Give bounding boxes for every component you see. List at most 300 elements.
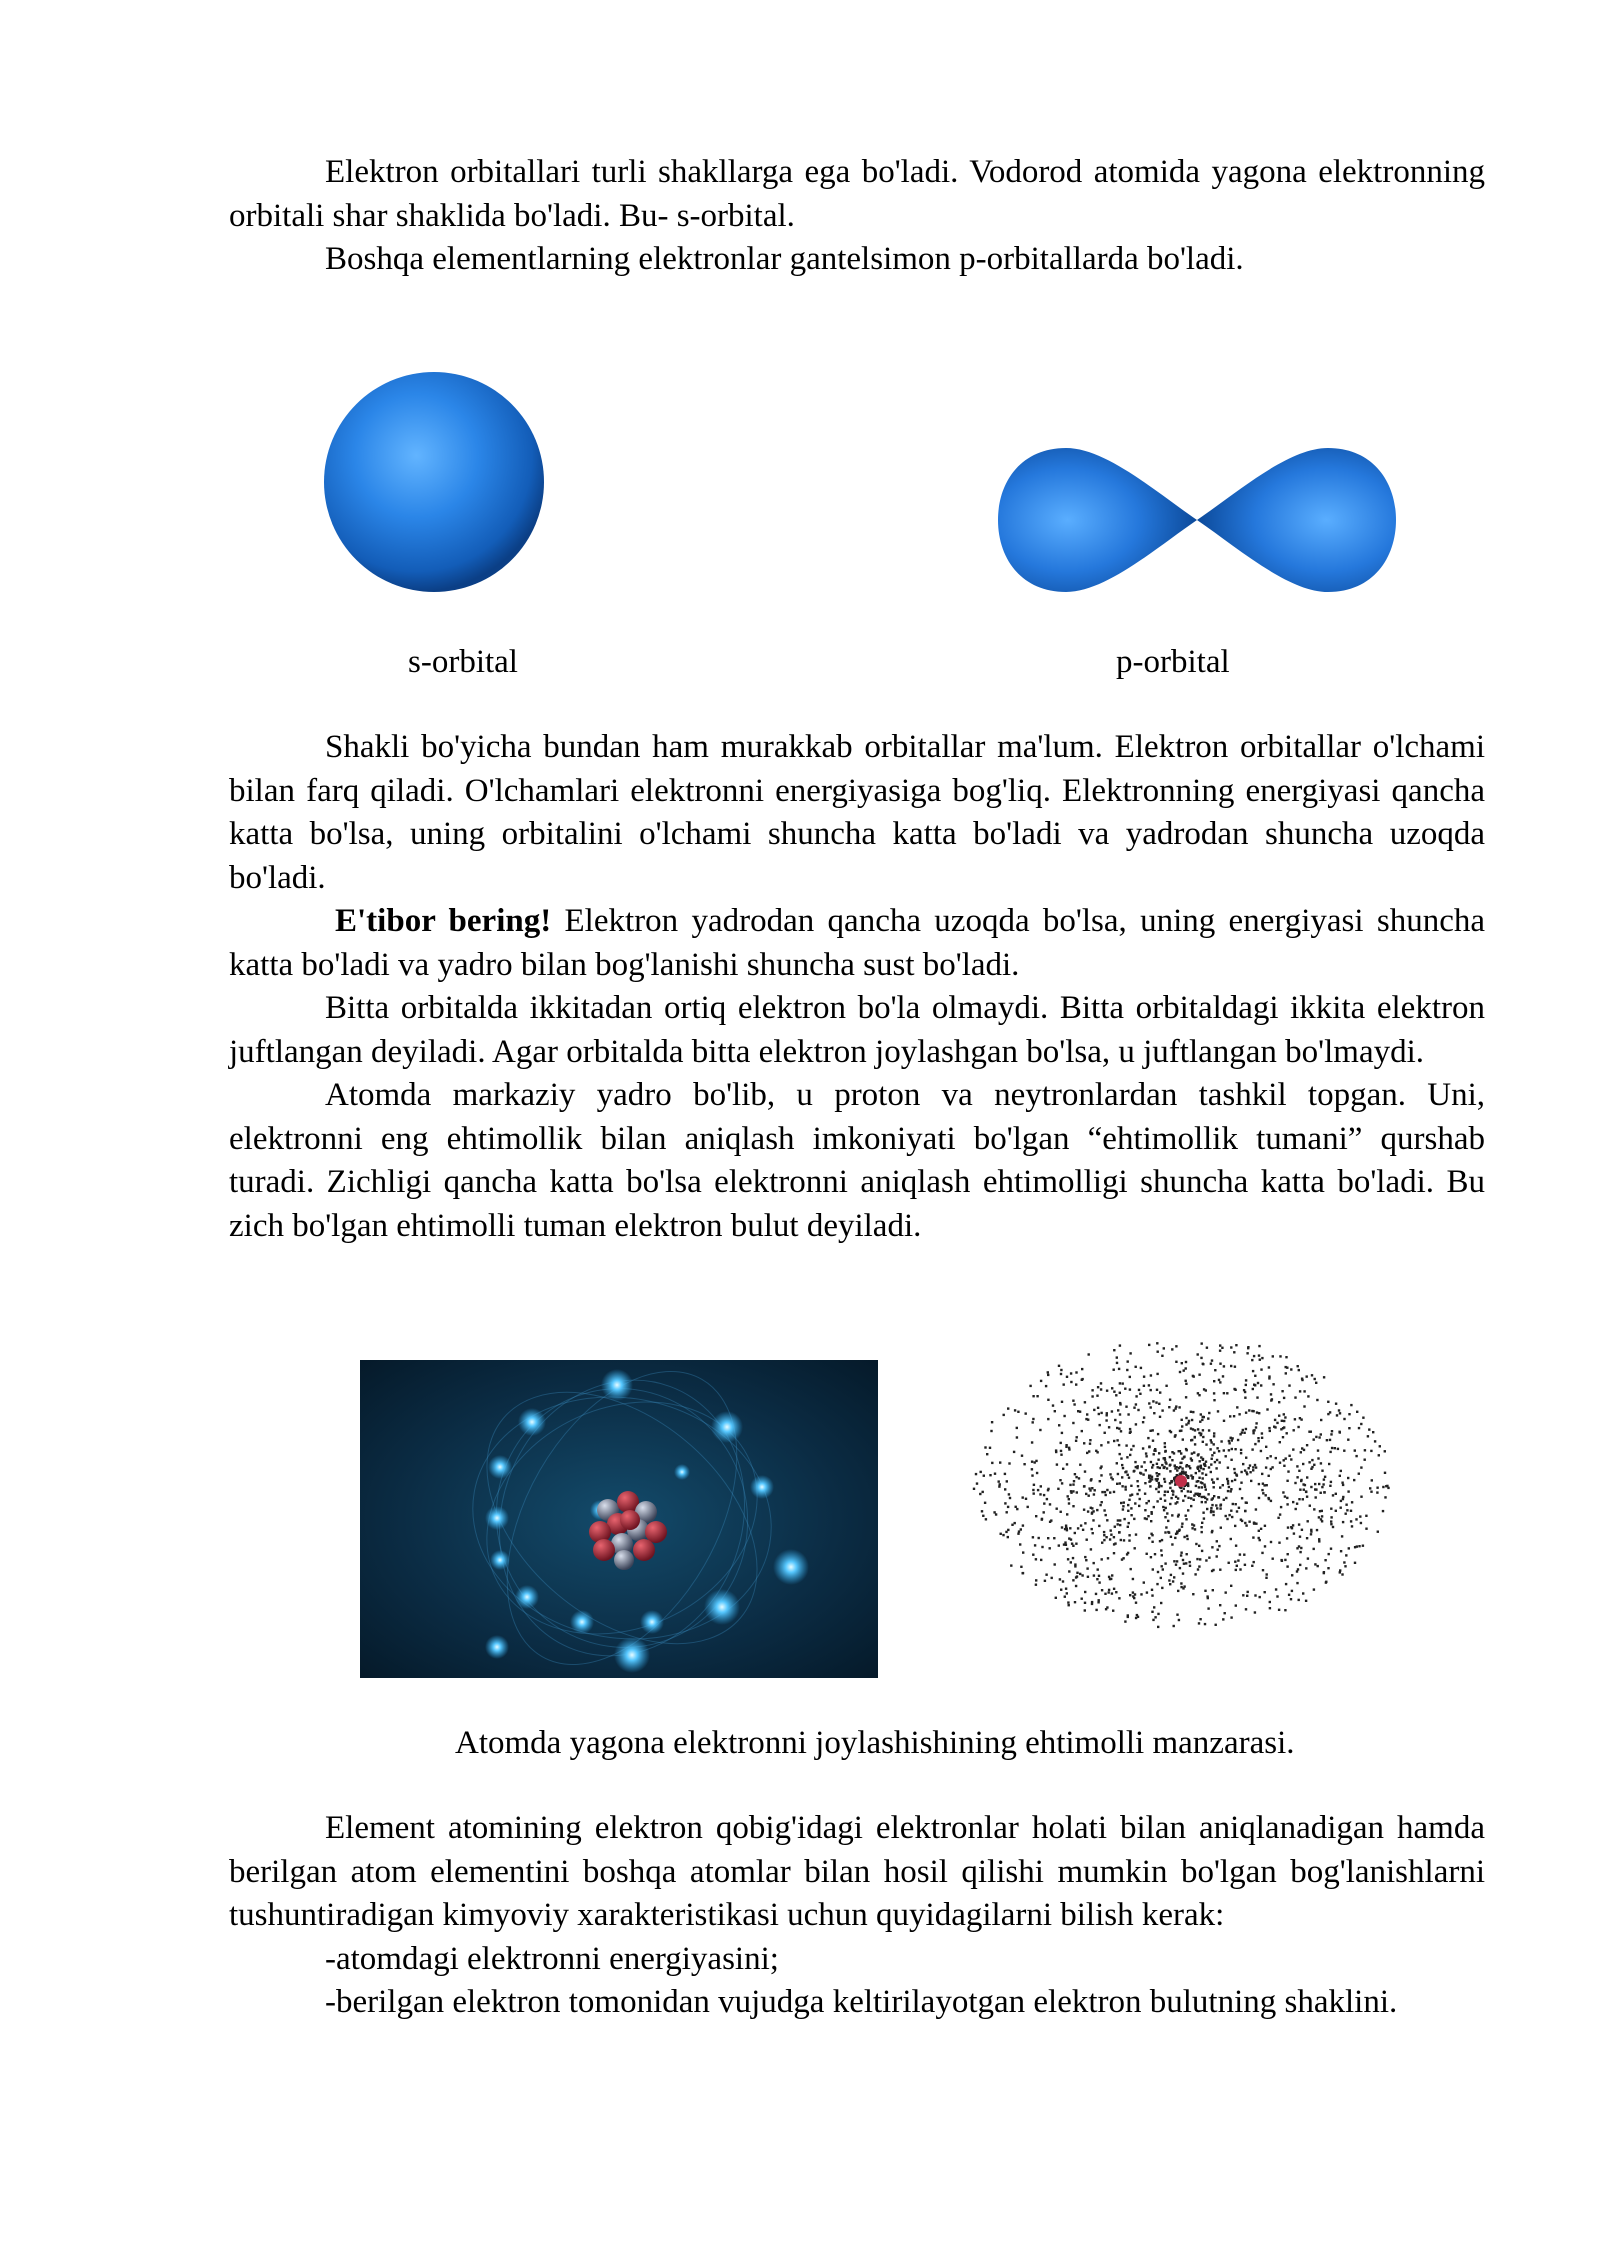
cloud-dot	[1248, 1467, 1250, 1469]
cloud-dot	[1310, 1468, 1312, 1470]
cloud-dot	[1100, 1412, 1102, 1414]
cloud-dot	[1135, 1395, 1137, 1397]
cloud-dot	[1138, 1505, 1140, 1507]
cloud-dot	[1261, 1473, 1263, 1475]
cloud-dot	[1384, 1496, 1386, 1498]
cloud-dot	[1248, 1409, 1250, 1411]
cloud-dot	[1139, 1498, 1141, 1500]
cloud-dot	[1336, 1414, 1338, 1416]
cloud-dot	[1259, 1539, 1261, 1541]
cloud-dot	[1161, 1355, 1163, 1357]
cloud-dot	[1186, 1464, 1188, 1466]
cloud-dot	[1108, 1576, 1110, 1578]
cloud-dot	[1231, 1480, 1233, 1482]
cloud-dot	[1122, 1505, 1124, 1507]
cloud-dot	[1365, 1515, 1367, 1517]
cloud-dot	[1330, 1523, 1332, 1525]
cloud-dot	[1168, 1406, 1170, 1408]
cloud-dot	[1022, 1496, 1024, 1498]
cloud-dot	[1330, 1481, 1332, 1483]
cloud-dot	[1310, 1529, 1312, 1531]
cloud-dot	[1127, 1552, 1129, 1554]
cloud-dot	[1194, 1528, 1196, 1530]
cloud-dot	[1084, 1609, 1086, 1611]
p-orbital-figure	[996, 442, 1398, 598]
cloud-dot	[1119, 1402, 1121, 1404]
cloud-dot	[1256, 1411, 1258, 1413]
cloud-dot	[1163, 1478, 1165, 1480]
cloud-dot	[1081, 1368, 1083, 1370]
cloud-dot	[1084, 1591, 1086, 1593]
cloud-dot	[1341, 1573, 1343, 1575]
cloud-dot	[1051, 1577, 1053, 1579]
cloud-dot	[1063, 1383, 1065, 1385]
cloud-dot	[1164, 1461, 1166, 1463]
cloud-dot	[1197, 1353, 1199, 1355]
cloud-dot	[1329, 1485, 1331, 1487]
cloud-dot	[1117, 1409, 1119, 1411]
cloud-dot	[1185, 1367, 1187, 1369]
cloud-dot	[1072, 1579, 1074, 1581]
cloud-dot	[1272, 1355, 1274, 1357]
cloud-dot	[1292, 1448, 1294, 1450]
cloud-dot	[1358, 1545, 1360, 1547]
cloud-dot	[1058, 1544, 1060, 1546]
cloud-dot	[1236, 1406, 1238, 1408]
cloud-dot	[1288, 1594, 1290, 1596]
cloud-dot	[1217, 1549, 1219, 1551]
cloud-dot	[1243, 1432, 1245, 1434]
cloud-dot	[1178, 1514, 1180, 1516]
cloud-dot	[1199, 1618, 1201, 1620]
cloud-dot	[1291, 1574, 1293, 1576]
cloud-dot	[1185, 1423, 1187, 1425]
cloud-dot	[1113, 1440, 1115, 1442]
cloud-dot	[1017, 1411, 1019, 1413]
cloud-dot	[1316, 1399, 1318, 1401]
cloud-dot	[1183, 1585, 1185, 1587]
cloud-dot	[1297, 1568, 1299, 1570]
cloud-dot	[1077, 1410, 1079, 1412]
cloud-dot	[1154, 1448, 1156, 1450]
cloud-dot	[1351, 1525, 1353, 1527]
cloud-dot	[1083, 1442, 1085, 1444]
cloud-dot	[1201, 1342, 1203, 1344]
cloud-dot	[1055, 1449, 1057, 1451]
cloud-dot	[1118, 1597, 1120, 1599]
cloud-dot	[1064, 1596, 1066, 1598]
cloud-dot	[1269, 1607, 1271, 1609]
cloud-dot	[1339, 1412, 1341, 1414]
cloud-dot	[1230, 1585, 1232, 1587]
cloud-dot	[1097, 1568, 1099, 1570]
cloud-dot	[1111, 1387, 1113, 1389]
cloud-dot	[1072, 1483, 1074, 1485]
cloud-dot	[1169, 1503, 1171, 1505]
cloud-dot	[1084, 1401, 1086, 1403]
cloud-dot	[1046, 1498, 1048, 1500]
cloud-dot	[1008, 1462, 1010, 1464]
cloud-dot	[1201, 1482, 1203, 1484]
cloud-dot	[1245, 1412, 1247, 1414]
cloud-dot	[1191, 1419, 1193, 1421]
cloud-dot	[1190, 1505, 1192, 1507]
cloud-dot	[1249, 1464, 1251, 1466]
cloud-dot	[1268, 1427, 1270, 1429]
cloud-dot	[1091, 1512, 1093, 1514]
cloud-dot	[1271, 1466, 1273, 1468]
cloud-dot	[1200, 1465, 1202, 1467]
cloud-dot	[1032, 1489, 1034, 1491]
cloud-dot	[1185, 1380, 1187, 1382]
cloud-dot	[1210, 1463, 1212, 1465]
cloud-dot	[1253, 1561, 1255, 1563]
cloud-dot	[1105, 1536, 1107, 1538]
cloud-dot	[1230, 1510, 1232, 1512]
cloud-dot	[1332, 1526, 1334, 1528]
cloud-dot	[1185, 1474, 1187, 1476]
cloud-dot	[1261, 1432, 1263, 1434]
cloud-dot	[1201, 1550, 1203, 1552]
cloud-dot	[1314, 1563, 1316, 1565]
cloud-dot	[1164, 1481, 1166, 1483]
cloud-dot	[1319, 1510, 1321, 1512]
cloud-dot	[1176, 1501, 1178, 1503]
cloud-dot	[1294, 1418, 1296, 1420]
cloud-dot	[1337, 1448, 1339, 1450]
cloud-dot	[1135, 1423, 1137, 1425]
cloud-dot	[1214, 1369, 1216, 1371]
cloud-dot	[1321, 1470, 1323, 1472]
cloud-dot	[1091, 1395, 1093, 1397]
cloud-dot	[1034, 1544, 1036, 1546]
cloud-dot	[1329, 1451, 1331, 1453]
cloud-dot	[1096, 1509, 1098, 1511]
cloud-dot	[1120, 1502, 1122, 1504]
cloud-dot	[1075, 1543, 1077, 1545]
cloud-dot	[1300, 1418, 1302, 1420]
cloud-dot	[1160, 1549, 1162, 1551]
cloud-dot	[1161, 1554, 1163, 1556]
cloud-dot	[1310, 1486, 1312, 1488]
cloud-dot	[1130, 1514, 1132, 1516]
cloud-dot	[1201, 1496, 1203, 1498]
cloud-dot	[1117, 1519, 1119, 1521]
cloud-dot	[1072, 1505, 1074, 1507]
cloud-dot	[1343, 1561, 1345, 1563]
cloud-dot	[1187, 1476, 1189, 1478]
cloud-dot	[1276, 1595, 1278, 1597]
cloud-dot	[1198, 1470, 1200, 1472]
cloud-dot	[1128, 1477, 1130, 1479]
cloud-dot	[1155, 1488, 1157, 1490]
cloud-dot	[1176, 1560, 1178, 1562]
cloud-dot	[1257, 1437, 1259, 1439]
cloud-dot	[1338, 1431, 1340, 1433]
cloud-dot	[1189, 1565, 1191, 1567]
cloud-dot	[1360, 1522, 1362, 1524]
cloud-dot	[1377, 1531, 1379, 1533]
cloud-dot	[1161, 1464, 1163, 1466]
cloud-dot	[1245, 1608, 1247, 1610]
cloud-dot	[1049, 1521, 1051, 1523]
cloud-dot	[1281, 1420, 1283, 1422]
cloud-dot	[1351, 1501, 1353, 1503]
cloud-dot	[1044, 1580, 1046, 1582]
cloud-dot	[1148, 1537, 1150, 1539]
cloud-dot	[1203, 1517, 1205, 1519]
cloud-dot	[1233, 1415, 1235, 1417]
cloud-dot	[1252, 1469, 1254, 1471]
cloud-dot	[1145, 1469, 1147, 1471]
cloud-dot	[1106, 1414, 1108, 1416]
cloud-dot	[1161, 1587, 1163, 1589]
cloud-dot	[1070, 1538, 1072, 1540]
cloud-dot	[1239, 1488, 1241, 1490]
cloud-dot	[1195, 1485, 1197, 1487]
cloud-dot	[1298, 1470, 1300, 1472]
cloud-dot	[1202, 1512, 1204, 1514]
cloud-dot	[1025, 1412, 1027, 1414]
cloud-dot	[1234, 1472, 1236, 1474]
cloud-dot	[1100, 1444, 1102, 1446]
cloud-dot	[1094, 1489, 1096, 1491]
cloud-dot	[1191, 1452, 1193, 1454]
cloud-dot	[1225, 1455, 1227, 1457]
cloud-dot	[1211, 1458, 1213, 1460]
cloud-dot	[1311, 1459, 1313, 1461]
cloud-dot	[1330, 1508, 1332, 1510]
cloud-dot	[1204, 1590, 1206, 1592]
cloud-dot	[1239, 1568, 1241, 1570]
cloud-dot	[1061, 1482, 1063, 1484]
cloud-dot	[1181, 1419, 1183, 1421]
cloud-dot	[1234, 1389, 1236, 1391]
cloud-dot	[1138, 1389, 1140, 1391]
cloud-dot	[1290, 1458, 1292, 1460]
cloud-dot	[1340, 1500, 1342, 1502]
cloud-dot	[1183, 1369, 1185, 1371]
cloud-dot	[1219, 1381, 1221, 1383]
cloud-dot	[1101, 1501, 1103, 1503]
cloud-dot	[1113, 1491, 1115, 1493]
cloud-dot	[1148, 1500, 1150, 1502]
cloud-dot	[1178, 1467, 1180, 1469]
cloud-dot	[1202, 1441, 1204, 1443]
cloud-dot	[1082, 1529, 1084, 1531]
cloud-dot	[1239, 1553, 1241, 1555]
cloud-nucleus	[1175, 1475, 1187, 1487]
s-orbital-figure	[318, 366, 550, 598]
cloud-dot	[1247, 1347, 1249, 1349]
cloud-dot	[1302, 1592, 1304, 1594]
cloud-dot	[1135, 1617, 1137, 1619]
cloud-dot	[1248, 1521, 1250, 1523]
cloud-dot	[1119, 1453, 1121, 1455]
cloud-dot	[1345, 1504, 1347, 1506]
cloud-dot	[1039, 1493, 1041, 1495]
cloud-dot	[1267, 1497, 1269, 1499]
cloud-dot	[1173, 1560, 1175, 1562]
cloud-dot	[1093, 1409, 1095, 1411]
cloud-dot	[1063, 1415, 1065, 1417]
cloud-dot	[1109, 1491, 1111, 1493]
cloud-dot	[1157, 1459, 1159, 1461]
cloud-dot	[1157, 1626, 1159, 1628]
cloud-dot	[1009, 1497, 1011, 1499]
cloud-dot	[1004, 1502, 1006, 1504]
cloud-dot	[1190, 1411, 1192, 1413]
cloud-dot	[1175, 1345, 1177, 1347]
cloud-dot	[1181, 1362, 1183, 1364]
cloud-dot	[1041, 1546, 1043, 1548]
cloud-dot	[1193, 1494, 1195, 1496]
cloud-dot	[1301, 1378, 1303, 1380]
cloud-dot	[1269, 1601, 1271, 1603]
cloud-dot	[1129, 1594, 1131, 1596]
paragraph-orbital-size: Shakli bo'yicha bundan ham murakkab orbitallar ma'lum. Elektron orbitallar o'lchami bilan farq qiladi. O'lchamlari elektronni energiyasiga bog'liq. Elektronning energiyasi qancha katta bo'lsa, uning orbitalini o'lchami shuncha katta bo'ladi va yadrodan shuncha uzoqda bo'ladi.	[229, 729, 1485, 896]
cloud-dot	[1158, 1403, 1160, 1405]
cloud-dot	[1164, 1562, 1166, 1564]
cloud-dot	[1287, 1526, 1289, 1528]
cloud-dot	[1228, 1486, 1230, 1488]
cloud-dot	[1305, 1600, 1307, 1602]
cloud-dot	[1158, 1486, 1160, 1488]
cloud-dot	[1265, 1494, 1267, 1496]
cloud-dot	[1246, 1502, 1248, 1504]
cloud-dot	[1329, 1439, 1331, 1441]
cloud-dot	[1063, 1543, 1065, 1545]
cloud-dot	[1300, 1451, 1302, 1453]
cloud-dot	[989, 1447, 991, 1449]
cloud-dot	[1096, 1451, 1098, 1453]
cloud-dot	[1324, 1476, 1326, 1478]
cloud-dot	[1234, 1561, 1236, 1563]
cloud-dot	[1213, 1392, 1215, 1394]
cloud-dot	[1246, 1352, 1248, 1354]
cloud-dot	[1185, 1417, 1187, 1419]
cloud-dot	[1091, 1601, 1093, 1603]
cloud-dot	[1210, 1441, 1212, 1443]
cloud-dot	[1181, 1526, 1183, 1528]
cloud-dot	[1106, 1489, 1108, 1491]
cloud-dot	[1125, 1444, 1127, 1446]
cloud-dot	[1159, 1416, 1161, 1418]
cloud-dot	[1144, 1482, 1146, 1484]
cloud-dot	[1145, 1502, 1147, 1504]
cloud-dot	[1309, 1505, 1311, 1507]
cloud-dot	[1197, 1392, 1199, 1394]
cloud-dot	[1306, 1476, 1308, 1478]
cloud-dot	[1107, 1557, 1109, 1559]
cloud-dot	[1150, 1520, 1152, 1522]
cloud-dot	[1125, 1406, 1127, 1408]
cloud-dot	[1320, 1518, 1322, 1520]
cloud-dot	[976, 1482, 978, 1484]
cloud-dot	[1143, 1581, 1145, 1583]
cloud-dot	[1225, 1515, 1227, 1517]
cloud-dot	[1218, 1545, 1220, 1547]
cloud-dot	[1262, 1492, 1264, 1494]
cloud-dot	[1169, 1583, 1171, 1585]
caption-p-orbital: p-orbital	[1116, 644, 1230, 680]
cloud-dot	[1284, 1416, 1286, 1418]
cloud-dot	[1123, 1501, 1125, 1503]
cloud-dot	[1152, 1568, 1154, 1570]
cloud-dot	[1253, 1355, 1255, 1357]
cloud-dot	[1252, 1466, 1254, 1468]
cloud-dot	[1310, 1431, 1312, 1433]
cloud-dot	[1088, 1353, 1090, 1355]
cloud-dot	[1040, 1380, 1042, 1382]
cloud-dot	[1070, 1490, 1072, 1492]
cloud-dot	[1223, 1365, 1225, 1367]
cloud-dot	[1055, 1597, 1057, 1599]
cloud-dot	[1081, 1598, 1083, 1600]
cloud-dot	[1187, 1509, 1189, 1511]
characteristics-text	[229, 1807, 1485, 2025]
cloud-dot	[1219, 1569, 1221, 1571]
cloud-dot	[1229, 1415, 1231, 1417]
cloud-dot	[1132, 1591, 1134, 1593]
cloud-dot	[1115, 1394, 1117, 1396]
cloud-dot	[1180, 1462, 1182, 1464]
cloud-dot	[1084, 1602, 1086, 1604]
cloud-dot	[1157, 1571, 1159, 1573]
cloud-dot	[1350, 1510, 1352, 1512]
cloud-dot	[1348, 1427, 1350, 1429]
cloud-dot	[1133, 1470, 1135, 1472]
cloud-dot	[1245, 1524, 1247, 1526]
cloud-dot	[1204, 1463, 1206, 1465]
cloud-dot	[1233, 1351, 1235, 1353]
cloud-dot	[1340, 1550, 1342, 1552]
cloud-dot	[1158, 1491, 1160, 1493]
cloud-dot	[1152, 1440, 1154, 1442]
cloud-dot	[1252, 1388, 1254, 1390]
cloud-dot	[999, 1461, 1001, 1463]
cloud-dot	[1147, 1515, 1149, 1517]
cloud-dot	[1022, 1551, 1024, 1553]
cloud-dot	[1362, 1417, 1364, 1419]
cloud-dot	[1382, 1486, 1384, 1488]
cloud-dot	[1197, 1453, 1199, 1455]
cloud-dot	[1318, 1516, 1320, 1518]
cloud-dot	[1231, 1439, 1233, 1441]
cloud-dot	[1099, 1424, 1101, 1426]
cloud-dot	[1219, 1461, 1221, 1463]
cloud-dot	[1300, 1547, 1302, 1549]
cloud-dot	[1156, 1389, 1158, 1391]
cloud-dot	[1262, 1569, 1264, 1571]
cloud-dot	[1266, 1457, 1268, 1459]
cloud-dot	[1226, 1392, 1228, 1394]
cloud-dot	[1007, 1536, 1009, 1538]
cloud-dot	[1320, 1433, 1322, 1435]
cloud-dot	[1007, 1506, 1009, 1508]
cloud-dot	[1369, 1487, 1371, 1489]
cloud-dot	[1297, 1426, 1299, 1428]
cloud-dot	[1235, 1503, 1237, 1505]
cloud-dot	[1252, 1432, 1254, 1434]
cloud-dot	[1109, 1578, 1111, 1580]
cloud-dot	[1034, 1461, 1036, 1463]
cloud-dot	[1032, 1554, 1034, 1556]
cloud-dot	[1140, 1367, 1142, 1369]
attention-text: Elektron yadrodan qancha uzoqda bo'lsa, uning energiyasi shuncha katta bo'ladi va yadro bilan bog'lanishi shuncha sust bo'ladi.	[229, 903, 1485, 983]
cloud-dot	[1057, 1488, 1059, 1490]
cloud-dot	[1292, 1524, 1294, 1526]
